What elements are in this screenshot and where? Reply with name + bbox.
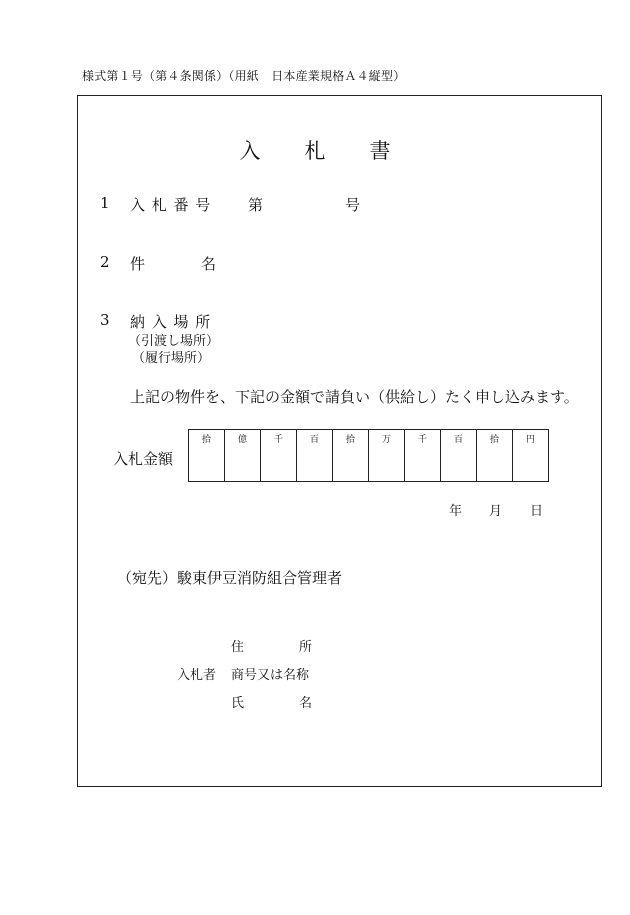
item-3-label: 納 入 場 所 bbox=[130, 313, 212, 331]
item-3-number: 3 bbox=[100, 311, 110, 329]
addressee: （宛先）駿東伊豆消防組合管理者 bbox=[117, 569, 343, 587]
bidder-name-label-a: 氏 bbox=[231, 696, 245, 711]
amount-digit-cell[interactable]: 拾 bbox=[477, 430, 513, 482]
bidder-label: 入札者 bbox=[177, 668, 217, 683]
amount-digit-cell[interactable]: 拾 bbox=[189, 430, 225, 482]
item-1-label: 入 札 番 号 bbox=[130, 196, 212, 214]
bid-amount-label: 入札金額 bbox=[113, 450, 174, 468]
item-2-number: 2 bbox=[100, 253, 110, 271]
bidder-address-label-a: 住 bbox=[231, 640, 245, 655]
bidder-company-label: 商号又は名称 bbox=[231, 668, 310, 683]
date-month: 月 bbox=[489, 504, 503, 519]
item-3-sub-performance: （履行場所） bbox=[132, 351, 211, 366]
date-year: 年 bbox=[449, 504, 463, 519]
bid-number-prefix: 第 bbox=[248, 196, 264, 214]
item-2-label-b: 名 bbox=[201, 255, 217, 273]
item-3-sub-delivery: （引渡し場所） bbox=[128, 334, 220, 349]
date-day: 日 bbox=[530, 504, 544, 519]
bid-amount-table bbox=[188, 429, 549, 482]
amount-digit-cell[interactable]: 拾 bbox=[333, 430, 369, 482]
bidder-name-label-b: 名 bbox=[299, 696, 313, 711]
bid-number-suffix: 号 bbox=[345, 196, 361, 214]
amount-digit-cell[interactable]: 千 bbox=[405, 430, 441, 482]
amount-digit-cell[interactable]: 千 bbox=[261, 430, 297, 482]
amount-digit-cell[interactable]: 百 bbox=[297, 430, 333, 482]
amount-digit-cell[interactable]: 万 bbox=[369, 430, 405, 482]
item-1-number: 1 bbox=[100, 194, 110, 212]
form-number-note: 様式第１号（第４条関係）（用紙 日本産業規格Ａ４縦型） bbox=[82, 69, 406, 83]
amount-digit-cell[interactable]: 百 bbox=[441, 430, 477, 482]
item-2-label-a: 件 bbox=[130, 255, 146, 273]
amount-digit-cell[interactable]: 円 bbox=[513, 430, 549, 482]
bidder-address-label-b: 所 bbox=[299, 640, 313, 655]
document-title: 入札書 bbox=[239, 139, 435, 163]
declaration-text: 上記の物件を、下記の金額で請負い（供給し）たく申し込みます。 bbox=[130, 388, 579, 406]
amount-digit-cell[interactable]: 億 bbox=[225, 430, 261, 482]
